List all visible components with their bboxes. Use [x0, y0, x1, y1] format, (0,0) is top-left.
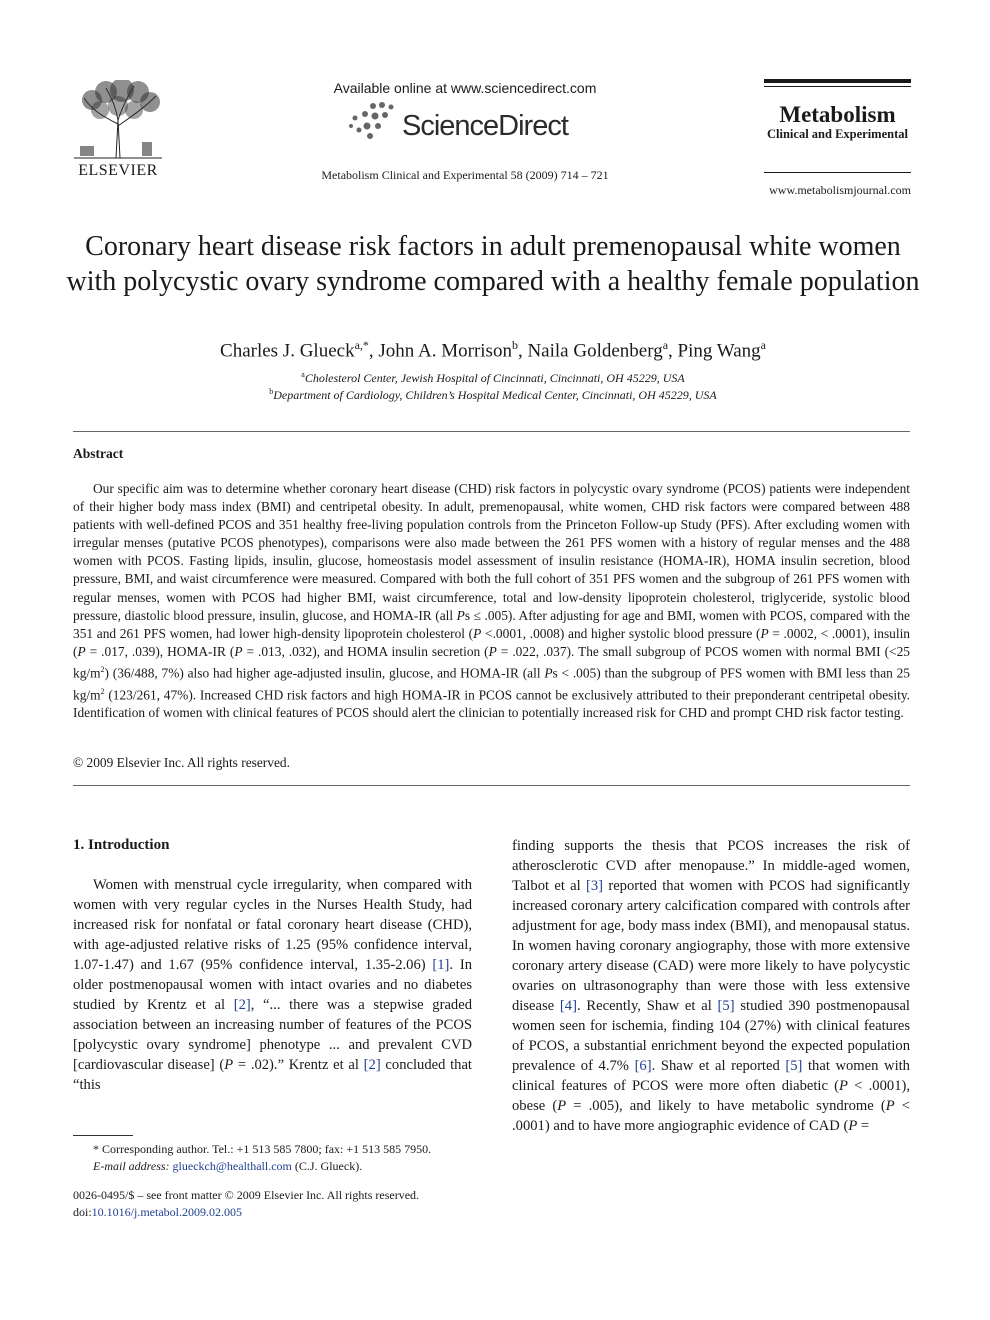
- reference-link[interactable]: [3]: [586, 878, 604, 894]
- abstract-copyright: © 2009 Elsevier Inc. All rights reserved.: [73, 755, 290, 770]
- abstract-bottom-rule: [73, 785, 910, 786]
- masthead-rule-thin: [764, 86, 911, 87]
- sciencedirect-logo: [345, 100, 585, 144]
- email-label: E-mail address:: [93, 1159, 170, 1173]
- doi-label: doi:: [73, 1205, 92, 1219]
- available-online-text: Available online at www.sciencedirect.com: [333, 80, 597, 96]
- email-link[interactable]: glueckch@healthall.com: [172, 1159, 292, 1173]
- sciencedirect-wordmark: ScienceDirect: [402, 110, 568, 142]
- sciencedirect-dots-icon: [345, 100, 401, 144]
- masthead-rule-bottom: [764, 172, 911, 173]
- affiliation-b: [60, 387, 926, 403]
- elsevier-logo: [72, 80, 164, 180]
- reference-link[interactable]: [1]: [432, 957, 450, 973]
- affiliation-key: b: [269, 387, 274, 396]
- author-affiliation-mark: a: [662, 338, 669, 352]
- intro-column-left: Women with menstrual cycle irregularity, when compared with women with very regular cycles in the Nurses Health Study, had increased risk for nonfatal or fatal coronary heart disease (CHD), with age-adjusted relative risks of 1.25 (95% confidence interval, 1.07-1.47) and 1.67 (95% confidence interval, 1.35-2.06) [1]. In older postmenopausal women with intact ovaries and no diabetes studied by Krentz et al [2], “... there was a stepwise graded association between an increasing number of features of the PCOS [polycystic ovary syndrome] phenotype ... and prevalent CVD [cardiovascular disease] (P = .02).” Krentz et al [2] concluded that “this: [73, 877, 472, 1093]
- abstract-top-rule: [73, 431, 910, 432]
- journal-citation: Metabolism Clinical and Experimental 58 (2009) 714 – 721: [321, 168, 609, 182]
- author-name: John A. Morrison: [378, 340, 512, 362]
- section-heading-introduction: 1. Introduction: [73, 837, 170, 853]
- reference-link[interactable]: [2]: [233, 997, 251, 1013]
- email-note: [93, 1159, 493, 1174]
- reference-link[interactable]: [6]: [634, 1058, 652, 1074]
- reference-link[interactable]: [5]: [717, 998, 735, 1014]
- reference-link[interactable]: [2]: [363, 1057, 381, 1073]
- elsevier-tree-icon: [72, 80, 164, 160]
- journal-subtitle: Clinical and Experimental: [767, 127, 908, 141]
- footnote-rule: [73, 1135, 133, 1136]
- author-affiliation-mark: b: [511, 338, 518, 352]
- affiliation-text: Department of Cardiology, Children’s Hospital Medical Center, Cincinnati, OH 45229, USA: [273, 388, 717, 402]
- author-affiliation-mark: a,*: [354, 338, 369, 352]
- masthead-rule-top: [764, 79, 911, 83]
- affiliation-key: a: [301, 370, 305, 379]
- intro-column-right: finding supports the thesis that PCOS increases the risk of atherosclerotic CVD after menopause.” In middle-aged women, Talbot et al [3] reported that women with PCOS had significantly increased coronary artery calcification compared with controls after adjustment for age, body mass index (BMI), and menopausal status. In women having coronary angiography, those with more extensive coronary artery disease (CAD) were more likely to have polycystic ovaries on ultrasonography than were those with less extensive disease [4]. Recently, Shaw et al [5] studied 390 postmenopausal women seen for ischemia, finding 104 (27%) with clinical features of PCOS, a substantial enrichment beyond the expected population prevalence of 4.7% [6]. Shaw et al reported [5] that women with clinical features of PCOS were more often diabetic (P < .0001), obese (P = .005), and likely to have metabolic syndrome (P < .0001) and to have more angiographic evidence of CAD (P =: [512, 838, 911, 1134]
- article-title: Coronary heart disease risk factors in adult premenopausal white women with polycystic ovary syndrome compared with a healthy female population: [66, 231, 920, 297]
- author-affiliation-mark: a: [760, 338, 766, 352]
- author-name: Ping Wang: [677, 340, 761, 362]
- author-name: Naila Goldenberg: [527, 340, 663, 362]
- corresponding-author-note: * Corresponding author. Tel.: +1 513 585 7800; fax: +1 513 585 7950.: [93, 1142, 432, 1156]
- affiliation-text: Cholesterol Center, Jewish Hospital of Cincinnati, Cincinnati, OH 45229, USA: [304, 371, 685, 385]
- doi-line: [73, 1205, 493, 1220]
- abstract-body: Our specific aim was to determine whether coronary heart disease (CHD) risk factors in polycystic ovary syndrome (PCOS) patients were independent of their higher body mass index (BMI) and centripetal obesity. In adult, premenopausal, white women, CHD risk factors were compared between 488 patients with well-defined PCOS and 351 healthy free-living population controls from the Princeton Follow-up Study (PFS). After excluding women with irregular menses (putative PCOS phenotypes), comparisons were also made between the 261 PFS women with a history of regular menses and the 488 women with PCOS. Fasting lipids, insulin, glucose, homeostasis model assessment of insulin resistance (HOMA-IR), HOMA insulin secretion, blood pressure, BMI, and waist circumference were measured. Compared with both the full cohort of 351 PFS women and the subgroup of 261 PFS women with regular menses, women with PCOS had higher BMI, waist circumference, total and low-density lipoprotein cholesterol, triglyceride, systolic blood pressure, diastolic blood pressure, insulin, glucose, and HOMA-IR (all Ps ≤ .005). After adjusting for age and BMI, women with PCOS, compared with the 351 and 261 PFS women, had lower high-density lipoprotein cholesterol (P <.0001, .0008) and higher systolic blood pressure (P = .0002, < .0001), insulin (P = .017, .039), HOMA-IR (P = .013, .032), and HOMA insulin secretion (P = .022, .037). The small subgroup of PCOS women with normal BMI (<25 $kg/m^2$) (36/488, 7%) also had higher age-adjusted insulin, glucose, and HOMA-IR (all Ps < .005) than the subgroup of PFS women with BMI less than 25 $kg/m^2$ (123/261, 47%). Increased CHD risk factors and high HOMA-IR in PCOS cannot be exclusively attributed to their preponderant centripetal obesity. Identification of women with clinical features of PCOS should alert the clinician to potentially increased risk for CHD and prompt CHD risk factor testing.: [73, 481, 910, 721]
- reference-link[interactable]: [4]: [559, 998, 577, 1014]
- journal-name: Metabolism: [779, 102, 896, 127]
- abstract-heading: Abstract: [73, 446, 124, 461]
- email-owner: (C.J. Glueck).: [294, 1159, 363, 1173]
- author-name: Charles J. Glueck: [220, 340, 355, 362]
- affiliation-a: [60, 370, 926, 386]
- doi-link[interactable]: 10.1016/j.metabol.2009.02.005: [91, 1205, 242, 1219]
- journal-masthead: [764, 79, 911, 173]
- author-list: Charles J. Glueck$^{a,*}$, John A. Morrison$^b$, Naila Goldenberg$^a$, Ping Wang$^a$: [220, 338, 766, 362]
- issn-line: 0026-0495/$ – see front matter © 2009 Elsevier Inc. All rights reserved.: [73, 1188, 420, 1202]
- journal-url-link[interactable]: www.metabolismjournal.com: [769, 183, 911, 197]
- reference-link[interactable]: [5]: [785, 1058, 803, 1074]
- elsevier-wordmark: ELSEVIER: [78, 162, 158, 179]
